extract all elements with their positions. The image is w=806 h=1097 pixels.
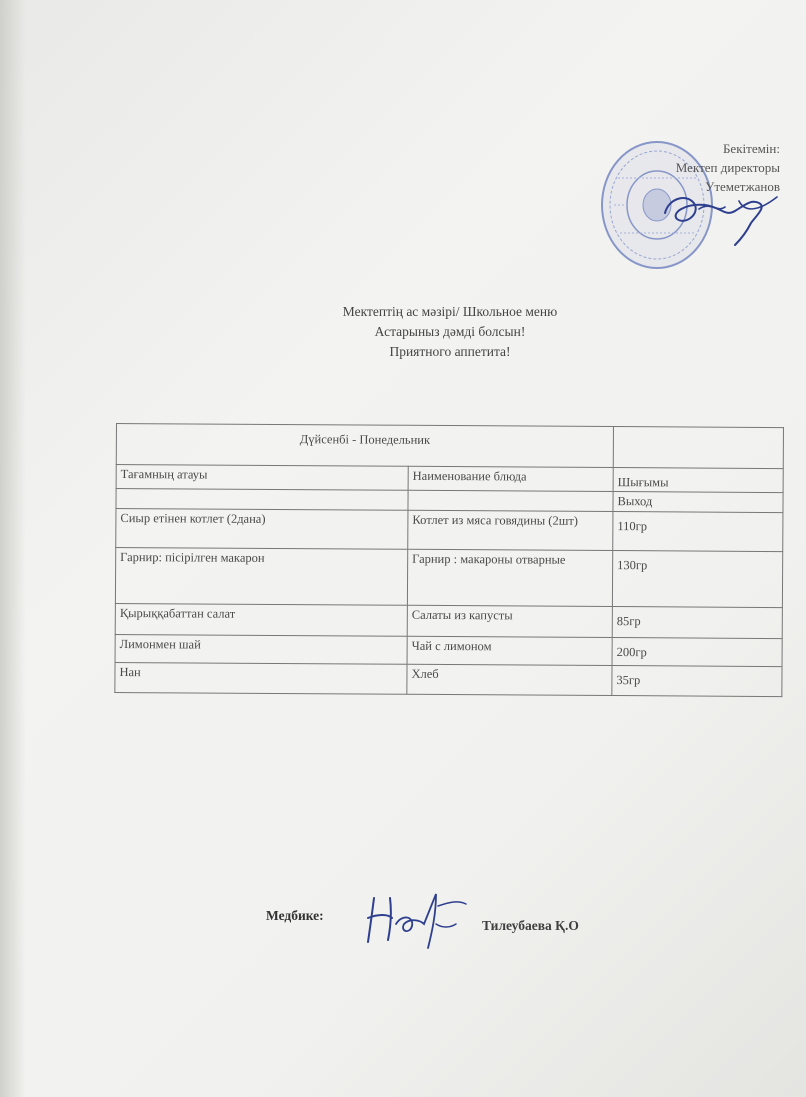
dish-amount: 130гр [612,551,782,608]
greeting-ru: Приятного аппетита! [389,344,511,359]
dish-russian: Гарнир : макароны отварные [407,549,612,606]
dish-russian: Хлеб [407,664,612,695]
greeting-kz: Астарыныз дәмді болсын! [374,324,526,339]
dish-russian: Чай с лимоном [407,636,612,665]
approval-position: Мектеп директоры [675,160,780,175]
menu-title: Мектептің ас мәзірі/ Школьное меню [342,304,558,319]
table-row [115,634,782,666]
header-kazakh: Тағамның атауы [116,465,408,491]
header-output-ru: Выход [613,492,783,513]
table-row [115,662,782,696]
header-russian: Наименование блюда [408,466,613,491]
nurse-name: Тилеубаева Қ.О [482,918,579,933]
dish-amount: 85гр [612,607,782,639]
dish-amount: 200гр [612,638,782,667]
day-empty-cell [613,427,783,469]
menu-heading [300,302,600,362]
table-row [115,548,782,608]
subheader-empty-1 [116,489,408,511]
director-signature [655,183,783,253]
dish-kazakh: Лимонмен шай [115,634,407,664]
nurse-signature [362,884,472,954]
table-row [116,509,783,552]
subheader-empty-2 [408,490,613,511]
dish-russian: Котлет из мяса говядины (2шт) [408,510,613,550]
dish-amount: 110гр [613,512,783,552]
dish-kazakh: Сиыр етінен котлет (2дана) [116,509,408,550]
nurse-label: Медбике: [266,908,324,923]
approval-name: Утеметжанов [705,179,780,194]
day-cell: Дүйсенбі - Понедельник [116,424,613,468]
approval-title: Бекітемін: [722,141,780,156]
dish-kazakh: Нан [115,662,407,694]
header-output-kz: Шығымы [613,468,783,493]
dish-russian: Салаты из капусты [407,605,612,637]
dish-kazakh: Қырыққабаттан салат [115,603,407,636]
table-row [115,603,782,638]
day-row [116,424,783,469]
dish-kazakh: Гарнир: пісірілген макарон [115,548,407,606]
nurse-footer [266,906,666,966]
dish-amount: 35гр [612,666,782,697]
menu-table [114,423,784,697]
